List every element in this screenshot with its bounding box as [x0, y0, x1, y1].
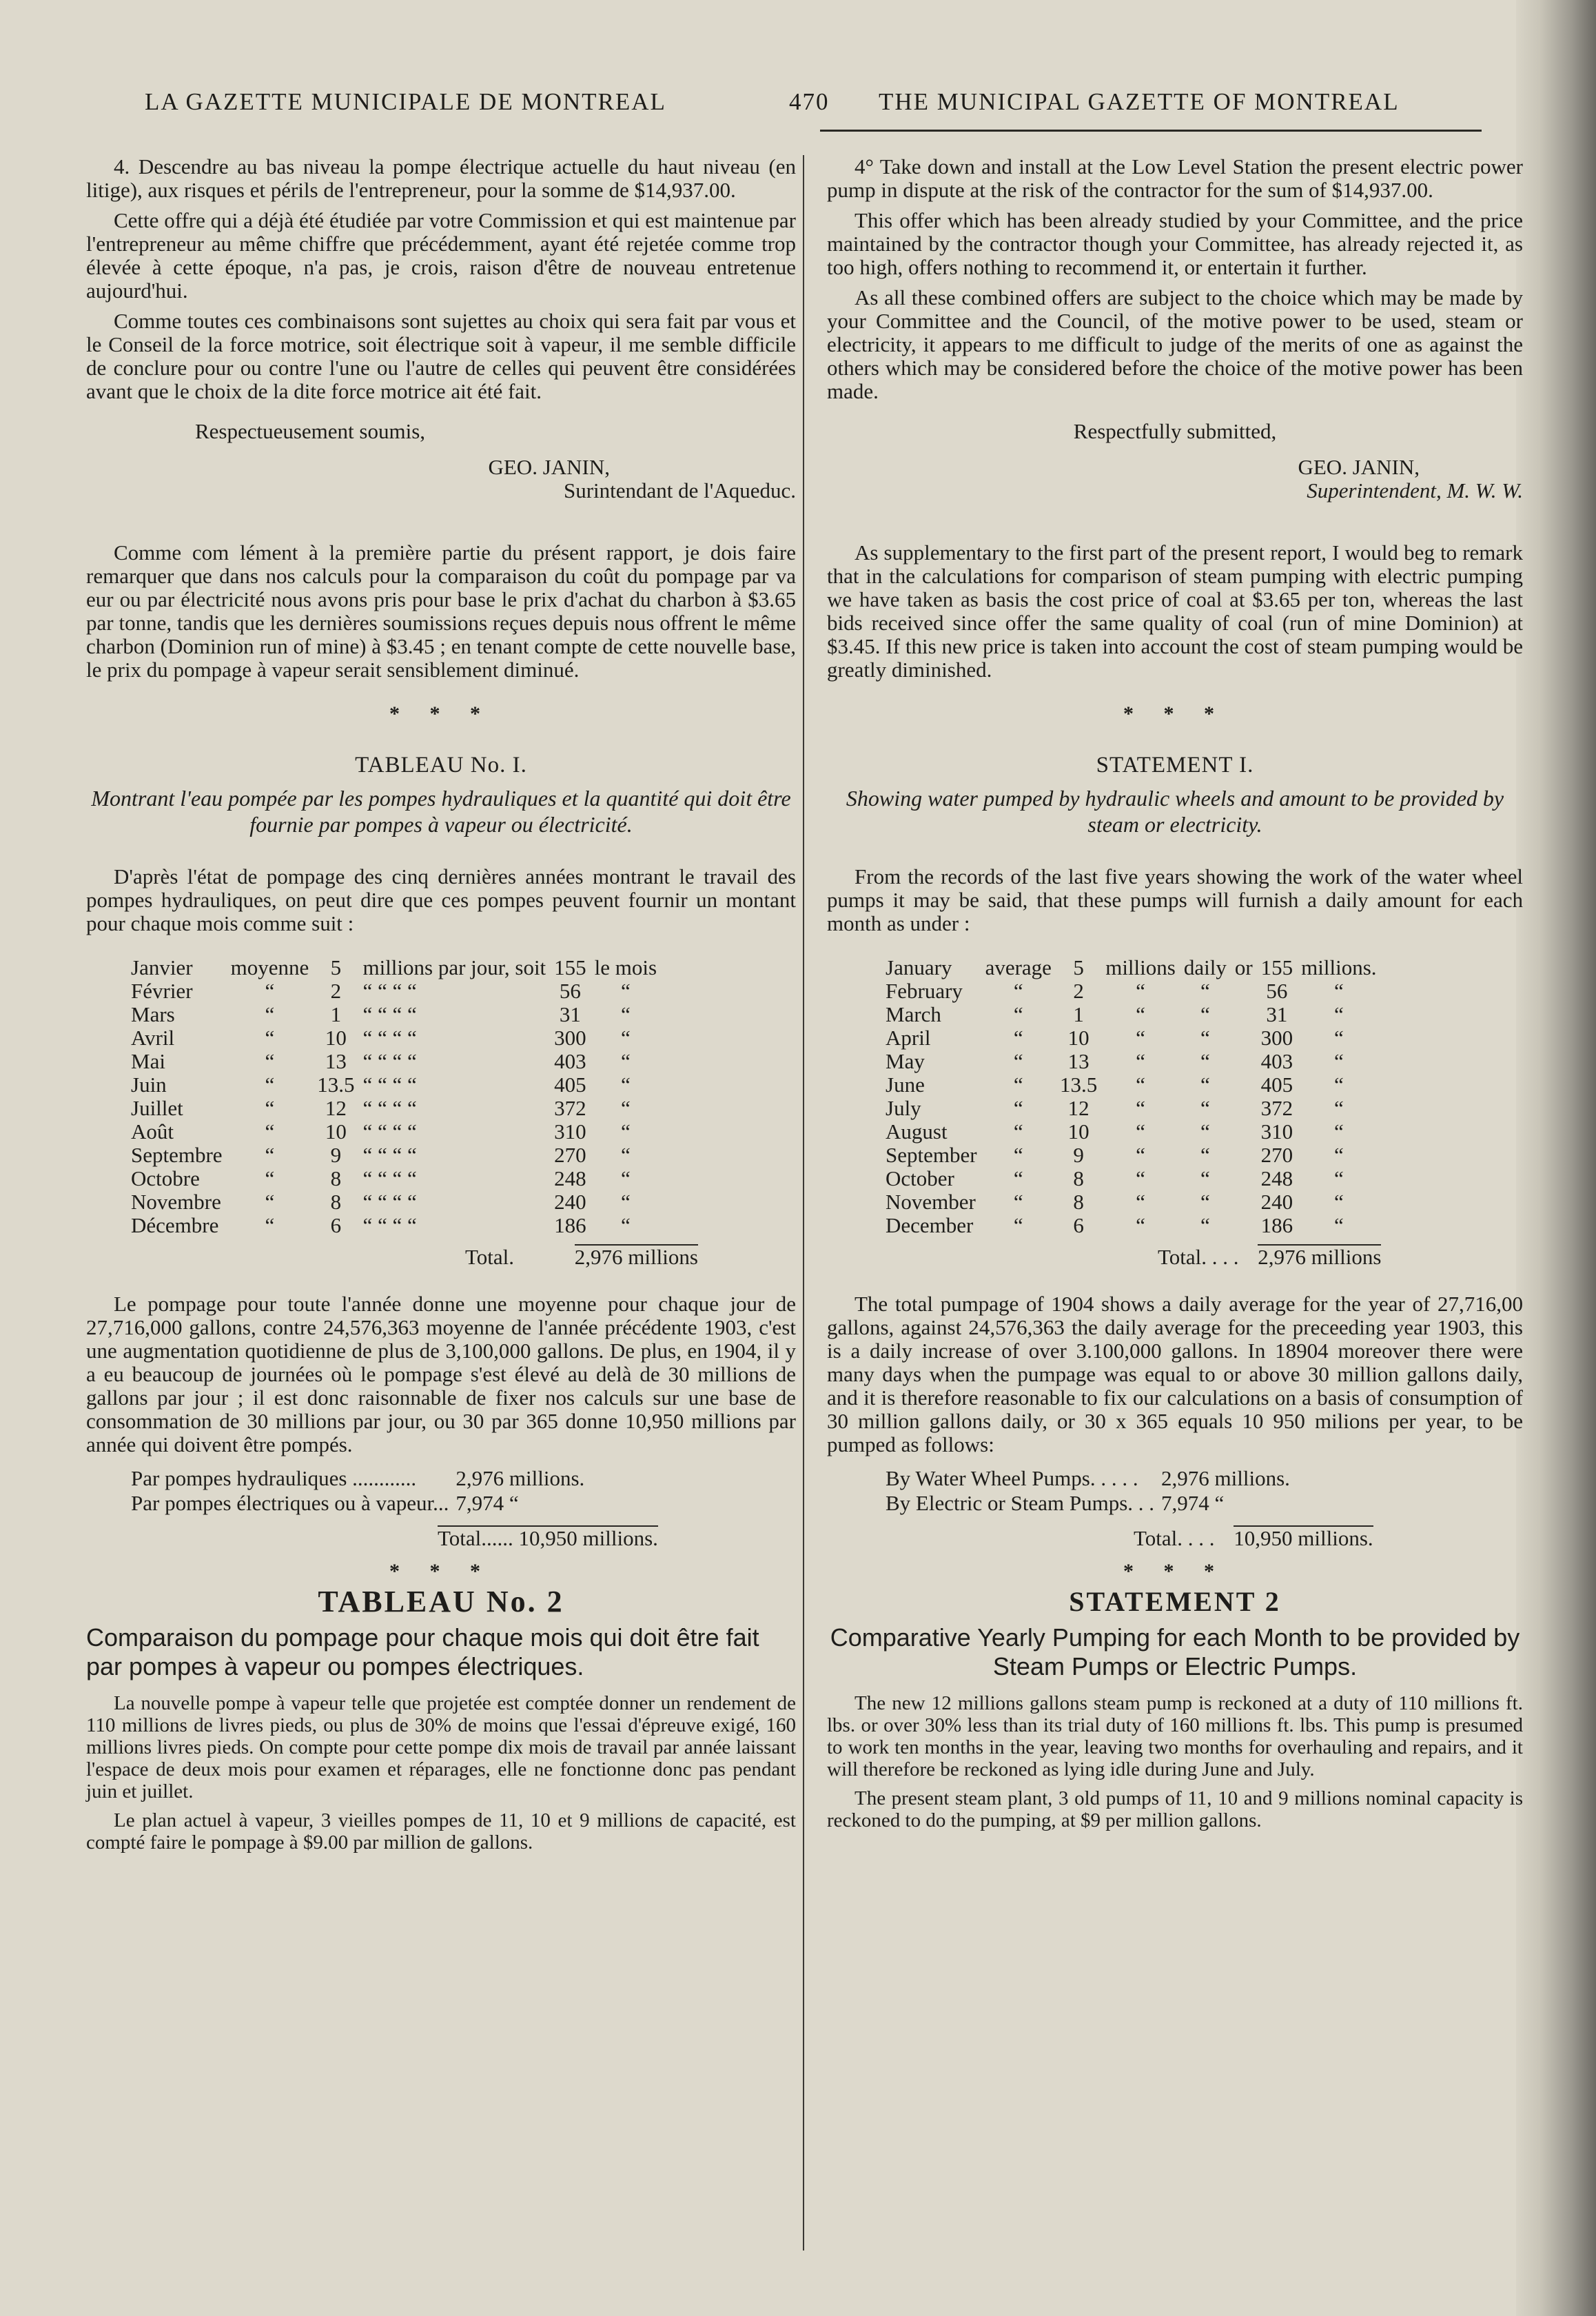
table-title: TABLEAU No. I. — [355, 753, 527, 778]
table-cell: “ — [621, 1119, 631, 1144]
paragraph: The total pumpage of 1904 shows a daily average for the year of 27,716,00 gallons, against 24,576,363 the daily average for the preceeding year 1903, this is a daily increase of over 3.100,000 gallons. In 18904 moreover there were many days when the pumpage was equal to or above 30 million gallons daily, and it is therefore reasonable to fix our calculations on a basis of consumption of 30 million gallons daily, or 30 x 365 equals 10 950 milions per year, to be pumped as follows: — [827, 1292, 1523, 1456]
summary-label: By Electric or Steam Pumps. . . — [886, 1491, 1155, 1515]
table-cell: 186 — [1260, 1213, 1293, 1237]
table-cell: 9 — [330, 1143, 342, 1167]
table-cell: “ “ “ “ — [362, 1096, 417, 1120]
table-cell: “ — [265, 1002, 275, 1026]
table-cell: February — [886, 979, 963, 1003]
paragraph: 4. Descendre au bas niveau la pompe électrique actuelle du haut niveau (en litige), aux risques et périls de l'entrepreneur, pour la somme de $14,937.00. — [86, 154, 796, 202]
closing: Respectfully submitted, — [1073, 419, 1277, 443]
table-cell: “ “ “ “ — [362, 1190, 417, 1214]
statement-2-title: STATEMENT 2 — [1069, 1586, 1281, 1617]
summary-table — [886, 1466, 1297, 1516]
table-cell: “ “ “ “ — [362, 1166, 417, 1190]
table-cell: 372 — [1260, 1096, 1293, 1120]
table-row — [131, 1073, 665, 1097]
table-cell: “ — [1136, 1213, 1145, 1237]
table-row — [131, 1214, 665, 1237]
table-cell: March — [886, 1002, 941, 1026]
table-cell: “ — [1333, 1213, 1344, 1237]
table-cell: “ — [1200, 1119, 1210, 1144]
paragraph: The present steam plant, 3 old pumps of 11, 10 and 9 millions nominal capacity is reckoned to do the pumping, at $9 per million gallons. — [827, 1787, 1523, 1831]
table-cell: 155 — [554, 955, 586, 979]
table-total — [827, 1244, 1523, 1269]
table-cell: “ — [265, 1026, 275, 1050]
table-cell: 403 — [554, 1049, 586, 1073]
paragraph: Le pompage pour toute l'année donne une moyenne pour chaque jour de 27,716,000 gallons, contre 24,576,363 moyenne de l'année précédente 1903, c'est une augmentation quotidienne de plus de 3,100,000 gallons. De plus, en 1904, il y a eu beaucoup de journées où le pompage s'est élevé au delà de 30 millions de gallons par jour ; il est donc raisonnable de fixer nos calculs sur une base de consommation de 30 millions par jour, ou 30 par 365 donne 10,950 millions par année qui doivent être pompés. — [86, 1292, 796, 1456]
table-cell: 248 — [554, 1166, 586, 1190]
table-cell: June — [886, 1073, 925, 1097]
table-cell — [1235, 1167, 1261, 1190]
summary-total — [86, 1525, 796, 1550]
header-rule — [820, 130, 1482, 132]
table-cell — [1235, 1120, 1261, 1144]
table-cell: Novembre — [131, 1190, 221, 1214]
table-cell: “ — [1136, 1190, 1145, 1214]
total-value: 2,976 millions — [574, 1245, 698, 1269]
table-cell: “ — [1333, 1096, 1344, 1120]
table-cell: “ — [621, 1143, 631, 1167]
table-cell: moyenne — [230, 955, 309, 979]
summary-value: 7,974 “ — [1161, 1491, 1225, 1515]
paragraph: Comme com lément à la première partie du présent rapport, je dois faire remarquer que dans nos calculs pour la comparaison du coût du pompage par va eur ou par électricité nous avons pris pour base le prix d'achat du charbon à $3.65 par tonne, tandis que les dernières soumissions reçues depuis nous offrent le même charbon (Dominion run of mine) à $3.45 ; en tenant compte de cette nouvelle base, le prix du pompage à vapeur serait sensiblement diminué. — [86, 540, 796, 682]
table-cell: “ — [1200, 1213, 1210, 1237]
signature-title: Surintendant de l'Aqueduc. — [563, 478, 796, 502]
table-cell: “ — [265, 1190, 275, 1214]
table-cell: Juillet — [131, 1096, 183, 1120]
table-cell: “ — [1200, 979, 1210, 1003]
paragraph: Comme toutes ces combinaisons sont sujettes au choix qui sera fait par vous et le Conseil de la force motrice, soit électrique soit à vapeur, il me semble difficile de conclure pour ou contre l'une ou l'autre de celles qui peuvent être considérées avant que le choix de la dite force motrice ait été fait. — [86, 309, 796, 403]
table-cell: 403 — [1260, 1049, 1293, 1073]
table-cell: 13.5 — [317, 1073, 355, 1097]
table-cell: 240 — [1260, 1190, 1293, 1214]
paragraph: The new 12 millions gallons steam pump is reckoned at a duty of 110 millions ft. lbs. or over 30% less than its trial duty of 160 millions ft. lbs. This pump is presumed to work ten months in the year, leaving two months for overhauling and repairs, and it will therefore be reckoned as lying idle during June and July. — [827, 1692, 1523, 1780]
table-cell: “ — [621, 979, 631, 1003]
summary-label: Par pompes hydrauliques ............ — [131, 1466, 417, 1490]
table-cell: July — [886, 1096, 921, 1120]
table-cell: November — [886, 1190, 976, 1214]
table-cell: 12 — [1067, 1096, 1089, 1120]
table-cell: “ — [1333, 1119, 1344, 1144]
statement-2-subtitle: Comparative Yearly Pumping for each Month to be provided by Steam Pumps or Electric Pumps. — [830, 1623, 1520, 1680]
table-cell: January — [886, 955, 952, 979]
running-header — [145, 88, 1482, 130]
separator-stars: * * * — [389, 702, 493, 725]
table-cell: “ — [1013, 979, 1023, 1003]
table-cell: 13 — [325, 1049, 347, 1073]
table-cell: “ — [1333, 1049, 1344, 1073]
table-cell: “ — [621, 1026, 631, 1050]
table-cell: “ — [1136, 1119, 1145, 1144]
table-cell: 13 — [1067, 1049, 1089, 1073]
table-cell: 2 — [1073, 979, 1084, 1003]
paragraph: As all these combined offers are subject to the choice which may be made by your Committee and the Council, of the motive power to be used, steam or electricity, it appears to me difficult to judge of the merits of one as against the others which may be considered before the choice of the motive power has been made. — [827, 285, 1523, 403]
table-row — [886, 1050, 1385, 1073]
table-row — [886, 1190, 1385, 1214]
table-row — [886, 1003, 1385, 1026]
table-cell: “ — [265, 979, 275, 1003]
table-cell: 56 — [559, 979, 581, 1003]
table-cell: 270 — [554, 1143, 586, 1167]
table-cell: December — [886, 1213, 974, 1237]
table-cell: Octobre — [131, 1166, 200, 1190]
table-cell: millions. — [1301, 955, 1377, 979]
table-cell: “ — [1333, 1166, 1344, 1190]
monthly-table — [131, 956, 665, 1237]
french-column — [86, 155, 796, 1860]
table-row — [886, 956, 1385, 979]
table-row — [886, 979, 1385, 1003]
table-cell: August — [886, 1119, 948, 1144]
table-cell: “ — [1013, 1049, 1023, 1073]
table-cell: “ — [1013, 1002, 1023, 1026]
table-cell: Avril — [131, 1026, 175, 1050]
table-cell: 5 — [330, 955, 342, 979]
table-cell — [1235, 1026, 1261, 1050]
table-cell: “ — [265, 1049, 275, 1073]
summary-value: 7,974 “ — [456, 1491, 519, 1515]
table-cell — [1235, 1214, 1261, 1237]
table-cell: le mois — [594, 955, 657, 979]
summary-total-value: 10,950 millions. — [1234, 1526, 1373, 1550]
summary-table — [131, 1466, 591, 1516]
separator-stars: * * * — [1123, 1560, 1227, 1583]
page-number: 470 — [789, 88, 830, 115]
summary-total-text: Total...... 10,950 millions. — [438, 1526, 658, 1550]
table-cell: 2 — [330, 979, 342, 1003]
table-cell: May — [886, 1049, 925, 1073]
table-cell: “ — [265, 1119, 275, 1144]
table-cell: 155 — [1260, 955, 1293, 979]
table-cell — [1235, 1144, 1261, 1167]
table-row — [886, 1073, 1385, 1097]
table-cell: “ — [1333, 1026, 1344, 1050]
table-row — [886, 1026, 1385, 1050]
table-cell: 12 — [325, 1096, 347, 1120]
paragraph: From the records of the last five years showing the work of the water wheel pumps it may be said, that these pumps will furnish a daily amount for each month as under : — [827, 864, 1523, 935]
table-cell: 6 — [1073, 1213, 1084, 1237]
table-cell — [1235, 1050, 1261, 1073]
table-cell: 270 — [1260, 1143, 1293, 1167]
table-cell: 10 — [325, 1026, 347, 1050]
table-cell: Décembre — [131, 1213, 219, 1237]
table-cell: “ — [621, 1096, 631, 1120]
table-cell: “ — [1200, 1073, 1210, 1097]
english-column — [827, 155, 1523, 1838]
table-row — [886, 1097, 1385, 1120]
paragraph: 4° Take down and install at the Low Level Station the present electric power pump in dispute at the risk of the contractor for the sum of $14,937.00. — [827, 154, 1523, 202]
table-cell: “ — [1136, 1143, 1145, 1167]
table-row — [886, 1144, 1385, 1167]
table-cell: “ “ “ “ — [362, 1002, 417, 1026]
table-cell: “ — [265, 1143, 275, 1167]
table-cell: 1 — [330, 1002, 342, 1026]
table-cell: “ — [1013, 1166, 1023, 1190]
table-cell: “ — [621, 1190, 631, 1214]
table-cell: “ — [621, 1213, 631, 1237]
table-cell: Mai — [131, 1049, 165, 1073]
table-row — [131, 1120, 665, 1144]
table-cell: “ — [1200, 1143, 1210, 1167]
table-cell: 405 — [1260, 1073, 1293, 1097]
table-cell: millions par jour, soit — [362, 955, 546, 979]
table-cell: “ — [621, 1049, 631, 1073]
table-cell: “ — [1136, 1096, 1145, 1120]
table-cell: “ — [1200, 1026, 1210, 1050]
table-cell: “ — [1200, 1002, 1210, 1026]
table-cell: Septembre — [131, 1143, 223, 1167]
total-value: 2,976 millions — [1258, 1245, 1382, 1269]
table-row — [131, 1190, 665, 1214]
table-cell: 6 — [330, 1213, 342, 1237]
paragraph: Cette offre qui a déjà été étudiée par votre Commission et qui est maintenue par l'entrepreneur au même chiffre que précédemment, ayant été rejetée comme trop élevée à cette époque, n'a pas, je crois, raison d'être de nouveau entretenue aujourd'hui. — [86, 208, 796, 303]
table-cell: 31 — [559, 1002, 581, 1026]
table-cell: millions — [1105, 955, 1176, 979]
table-cell: September — [886, 1143, 977, 1167]
table-row — [886, 1167, 1385, 1190]
separator-stars: * * * — [1123, 702, 1227, 725]
summary-label: By Water Wheel Pumps. . . . . — [886, 1466, 1138, 1490]
table-cell: Mars — [131, 1002, 175, 1026]
table-cell: “ — [1136, 1026, 1145, 1050]
table-cell: “ — [1136, 1002, 1145, 1026]
table-2-title: TABLEAU No. 2 — [318, 1585, 564, 1618]
table-cell: 9 — [1073, 1143, 1084, 1167]
table-cell: “ — [265, 1073, 275, 1097]
signature-name: GEO. JANIN, — [1298, 455, 1420, 479]
table-cell: 240 — [554, 1190, 586, 1214]
table-row — [131, 1003, 665, 1026]
table-cell: October — [886, 1166, 954, 1190]
table-cell: “ — [621, 1002, 631, 1026]
paragraph: This offer which has been already studied by your Committee, and the price maintained by the contractor though your Committee, has already rejected it, as too high, offers nothing to recommend it, or entertain it further. — [827, 208, 1523, 279]
table-cell: “ — [1333, 1073, 1344, 1097]
table-cell: “ — [1200, 1166, 1210, 1190]
table-cell: 8 — [330, 1166, 342, 1190]
table-cell: “ — [265, 1213, 275, 1237]
table-cell: “ — [1200, 1190, 1210, 1214]
table-cell: “ “ “ “ — [362, 1213, 417, 1237]
header-english-title: THE MUNICIPAL GAZETTE OF MONTREAL — [879, 88, 1400, 115]
table-cell: 186 — [554, 1213, 586, 1237]
summary-row — [886, 1491, 1297, 1516]
table-cell: “ — [1136, 1073, 1145, 1097]
table-cell: 372 — [554, 1096, 586, 1120]
table-cell — [1235, 1073, 1261, 1097]
column-divider — [803, 155, 804, 2251]
table-cell: “ — [1013, 1026, 1023, 1050]
table-cell: Juin — [131, 1073, 167, 1097]
summary-row — [886, 1466, 1297, 1491]
summary-value: 2,976 millions. — [1161, 1466, 1290, 1490]
table-cell: “ “ “ “ — [362, 1049, 417, 1073]
table-cell: “ — [1200, 1049, 1210, 1073]
table-cell: “ “ “ “ — [362, 1073, 417, 1097]
statement-subtitle: Showing water pumped by hydraulic wheels and amount to be provided by steam or electricity. — [846, 786, 1504, 837]
summary-total-label: Total. . . . — [1134, 1526, 1215, 1550]
table-cell: or — [1234, 955, 1253, 979]
closing: Respectueusement soumis, — [194, 419, 426, 443]
table-row — [131, 979, 665, 1003]
summary-value: 2,976 millions. — [456, 1466, 585, 1490]
table-cell: 10 — [1067, 1026, 1089, 1050]
table-cell: 10 — [1067, 1119, 1089, 1144]
table-cell: 1 — [1073, 1002, 1084, 1026]
table-cell: 5 — [1073, 955, 1084, 979]
table-cell: 405 — [554, 1073, 586, 1097]
paragraph: D'après l'état de pompage des cinq dernières années montrant le travail des pompes hydrauliques, on peut dire que ces pompes peuvent fournir un montant pour chaque mois comme suit : — [86, 864, 796, 935]
table-cell: 31 — [1266, 1002, 1288, 1026]
table-row — [131, 1097, 665, 1120]
table-row — [131, 956, 665, 979]
table-cell: 56 — [1266, 979, 1288, 1003]
paragraph: La nouvelle pompe à vapeur telle que projetée est comptée donner un rendement de 110 millions de livres pieds, ou plus de 30% de moins que l'essai d'épreuve exigé, 160 millions livres pieds. On compte pour cette pompe dix mois de travail par année laissant l'espace de deux mois pour examen et réparages, elle ne fonctionne donc pas pendant juin et juillet. — [86, 1692, 796, 1802]
table-cell: “ “ “ “ — [362, 979, 417, 1003]
table-cell — [1235, 979, 1261, 1003]
table-row — [131, 1050, 665, 1073]
table-cell — [1235, 1190, 1261, 1214]
summary-label: Par pompes électriques ou à vapeur... — [131, 1491, 449, 1515]
summary-row — [131, 1491, 591, 1516]
statement-title: STATEMENT I. — [1096, 753, 1254, 778]
table-row — [131, 1144, 665, 1167]
table-cell: “ — [1013, 1073, 1023, 1097]
table-cell: “ — [1333, 1190, 1344, 1214]
table-cell: 8 — [330, 1190, 342, 1214]
table-cell: “ — [621, 1073, 631, 1097]
table-cell: 10 — [325, 1119, 347, 1144]
table-cell: 8 — [1073, 1166, 1084, 1190]
table-cell: “ — [1013, 1096, 1023, 1120]
table-cell: 310 — [1260, 1119, 1293, 1144]
table-cell: “ — [1013, 1119, 1023, 1144]
table-row — [886, 1214, 1385, 1237]
table-cell: daily — [1183, 955, 1227, 979]
table-cell: “ “ “ “ — [362, 1143, 417, 1167]
table-cell: “ — [1333, 1002, 1344, 1026]
table-total — [86, 1244, 796, 1269]
total-label: Total. — [465, 1245, 515, 1269]
separator-stars: * * * — [389, 1560, 493, 1583]
table-cell: “ — [265, 1096, 275, 1120]
table-cell: “ — [1013, 1213, 1023, 1237]
table-cell: “ — [265, 1166, 275, 1190]
table-cell: “ — [1136, 1049, 1145, 1073]
signature-title: Superintendent, M. W. W. — [1307, 478, 1523, 502]
summary-row — [131, 1466, 591, 1491]
table-row — [886, 1120, 1385, 1144]
table-row — [131, 1026, 665, 1050]
header-french-title: LA GAZETTE MUNICIPALE DE MONTREAL — [145, 88, 666, 115]
table-cell: “ “ “ “ — [362, 1026, 417, 1050]
signature-name: GEO. JANIN, — [488, 455, 610, 479]
binding-shadow — [1516, 0, 1596, 2316]
table-cell: 248 — [1260, 1166, 1293, 1190]
paragraph: Le plan actuel à vapeur, 3 vieilles pompes de 11, 10 et 9 millions de capacité, est compté faire le pompage à $9.00 par million de gallons. — [86, 1809, 796, 1853]
total-label: Total. . . . — [1158, 1245, 1239, 1269]
table-cell: 310 — [554, 1119, 586, 1144]
paragraph: As supplementary to the first part of the present report, I would beg to remark that in the calculations for comparison of steam pumping with electric pumping we have taken as basis the cost price of coal at $3.65 per ton, whereas the last bids received since offer the same quality of coal (run of mine Dominion) at $3.45. If this new price is taken into account the cost of steam pumping would be greatly diminished. — [827, 540, 1523, 682]
table-row — [131, 1167, 665, 1190]
table-cell — [1235, 1003, 1261, 1026]
table-cell: “ — [1136, 1166, 1145, 1190]
table-cell: Janvier — [131, 955, 193, 979]
table-cell: April — [886, 1026, 931, 1050]
table-cell: “ — [1136, 979, 1145, 1003]
table-cell: 300 — [554, 1026, 586, 1050]
table-cell: average — [985, 955, 1052, 979]
monthly-table — [886, 956, 1385, 1237]
table-cell: “ — [1013, 1190, 1023, 1214]
table-cell: 13.5 — [1059, 1073, 1098, 1097]
table-cell: “ “ “ “ — [362, 1119, 417, 1144]
table-cell: Février — [131, 979, 193, 1003]
table-cell: “ — [1333, 979, 1344, 1003]
table-cell: Août — [131, 1119, 174, 1144]
table-cell: “ — [1200, 1096, 1210, 1120]
table-subtitle: Montrant l'eau pompée par les pompes hydrauliques et la quantité qui doit être fournie par pompes à vapeur ou électricité. — [91, 786, 791, 837]
table-cell: “ — [1333, 1143, 1344, 1167]
table-cell: “ — [621, 1166, 631, 1190]
table-cell — [1235, 1097, 1261, 1120]
table-cell: 300 — [1260, 1026, 1293, 1050]
summary-total — [827, 1525, 1523, 1550]
table-cell: 8 — [1073, 1190, 1084, 1214]
table-2-subtitle: Comparaison du pompage pour chaque mois qui doit être fait par pompes à vapeur ou pompes électriques. — [86, 1623, 759, 1680]
table-cell: “ — [1013, 1143, 1023, 1167]
